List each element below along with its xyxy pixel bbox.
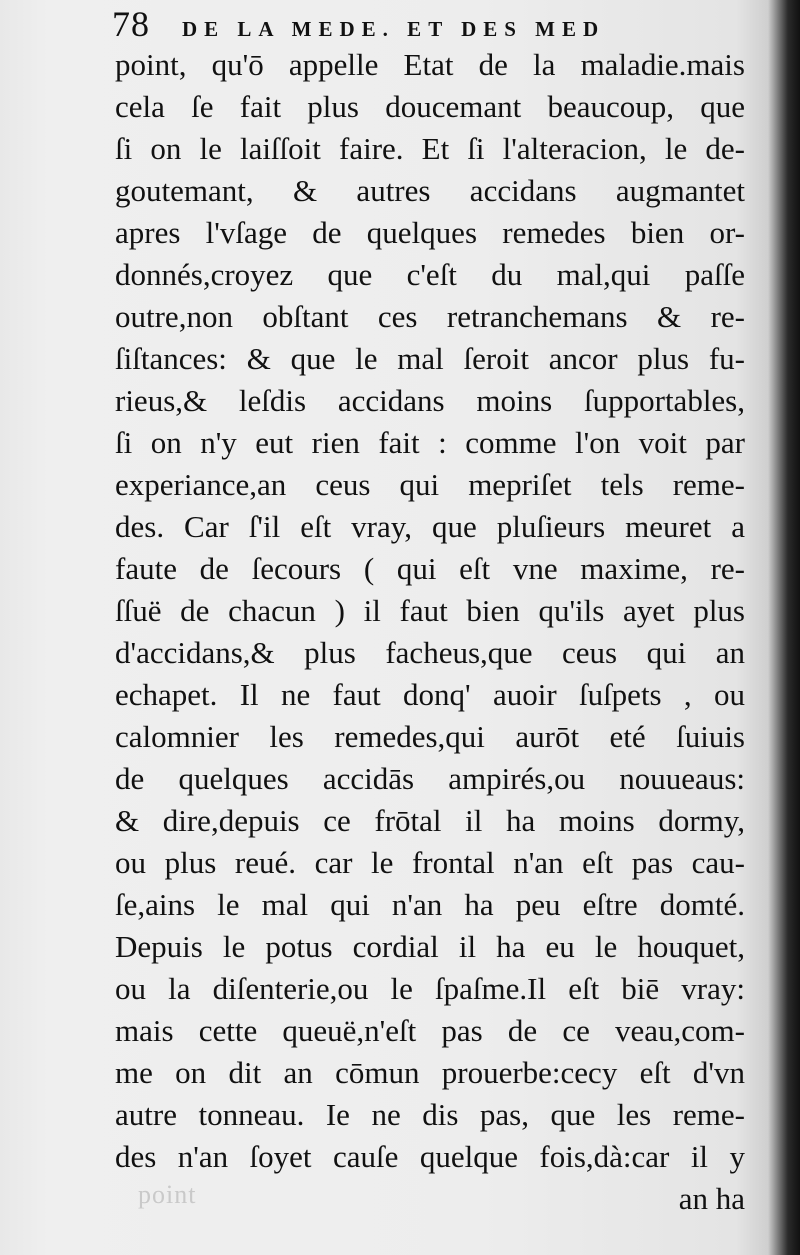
text-line: point, qu'ō appelle Etat de la maladie.mais <box>115 47 745 82</box>
text-line: Depuis le potus cordial il ha eu le houquet, <box>115 929 745 964</box>
text-line: de quelques accidās ampirés,ou nouueaus: <box>115 761 745 796</box>
text-line: d'accidans,& plus facheus,que ceus qui an <box>115 635 745 670</box>
text-line: rieus,& leſdis accidans moins ſupportables, <box>115 383 745 418</box>
text-line: outre,non obſtant ces retranchemans & re- <box>115 299 745 334</box>
body-text <box>115 44 745 1220</box>
text-line: ou plus reué. car le frontal n'an eſt pas cau- <box>115 845 745 880</box>
text-line: donnés,croyez que c'eſt du mal,qui paſſe <box>115 257 745 292</box>
text-line: calomnier les remedes,qui aurōt eté ſuiuis <box>115 719 745 754</box>
text-line: ſſuë de chacun ) il faut bien qu'ils ayet plus <box>115 593 745 628</box>
text-line: ſi on n'y eut rien fait : comme l'on voit par <box>115 425 745 460</box>
text-line: ou la diſenterie,ou le ſpaſme.Il eſt biē vray: <box>115 971 745 1006</box>
page-number: 78 <box>112 4 150 44</box>
bleed-through-text: point <box>138 1180 197 1209</box>
text-line: faute de ſecours ( qui eſt vne maxime, re- <box>115 551 745 586</box>
text-line: cela ſe fait plus doucemant beaucoup, que <box>115 89 745 124</box>
catchword: an ha <box>678 1181 745 1216</box>
text-line: autre tonneau. Ie ne dis pas, que les reme- <box>115 1097 745 1132</box>
text-line: & dire,depuis ce frōtal il ha moins dormy, <box>115 803 745 838</box>
text-line: mais cette queuë,n'eſt pas de ce veau,com- <box>115 1013 745 1048</box>
text-line: des n'an ſoyet cauſe quelque fois,dà:car il y <box>115 1139 745 1174</box>
text-line: goutemant, & autres accidans augmantet <box>115 173 745 208</box>
text-line: apres l'vſage de quelques remedes bien or- <box>115 215 745 250</box>
text-line: des. Car ſ'il eſt vray, que pluſieurs meuret a <box>115 509 745 544</box>
text-line: ſiſtances: & que le mal ſeroit ancor plus fu- <box>115 341 745 376</box>
page-header <box>112 4 752 44</box>
text-line: experiance,an ceus qui mepriſet tels reme- <box>115 467 745 502</box>
text-line: ſe,ains le mal qui n'an ha peu eſtre domté. <box>115 887 745 922</box>
text-line: me on dit an cōmun prouerbe:cecy eſt d'vn <box>115 1055 745 1090</box>
text-line: ſi on le laiſſoit faire. Et ſi l'alteracion, le de- <box>115 131 745 166</box>
running-head: DE LA MEDE. ET DES MED <box>182 17 606 41</box>
text-line: echapet. Il ne faut donq' auoir ſuſpets , ou <box>115 677 745 712</box>
